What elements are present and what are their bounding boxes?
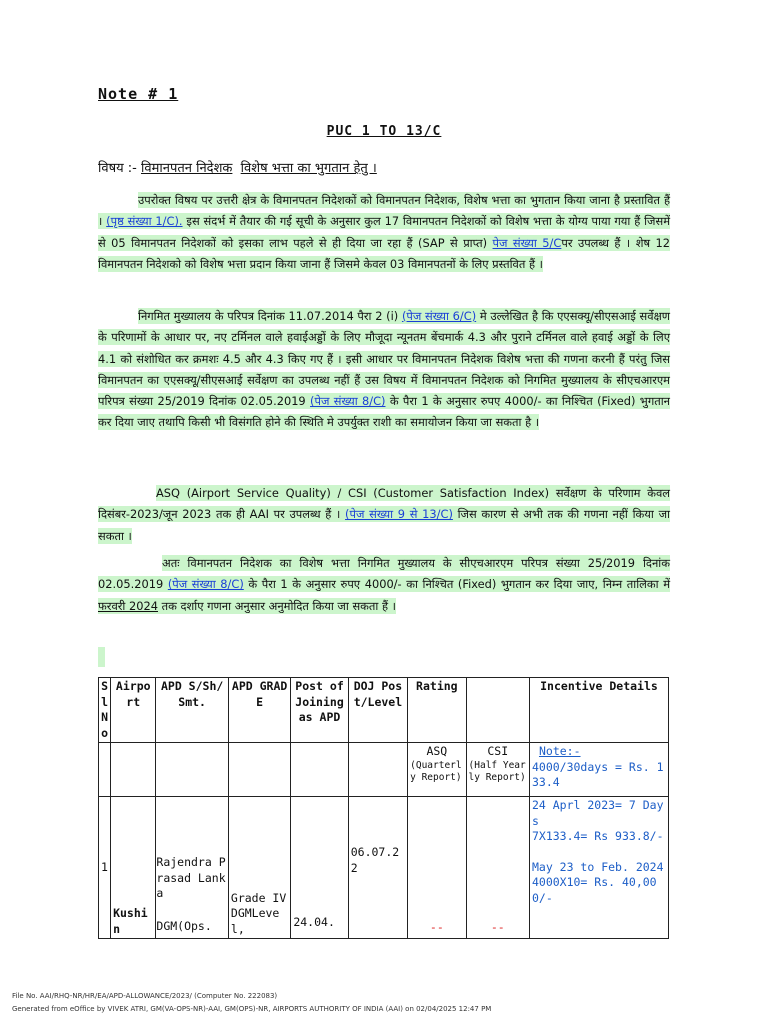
asq-label: ASQ <box>426 744 448 758</box>
para1-text-2: इस संदर्भ में तैयार की गई सूची के अनुसार कुल 17 विमानपतन निदेशकों को विशेष भत्ता के योग्य पाया गया हैं जिसमें से 05 विमानपतन निदेशकों को इसका लाभ पहले से ही दिया जा रहा हैं (SAP से प्राप्त) <box>98 214 671 250</box>
page-link-6c[interactable]: (पेज संख्या 6/C) <box>401 309 477 323</box>
col-header-slno: Sl No <box>99 678 111 743</box>
col-header-blank <box>466 678 529 743</box>
row-post: 24.04. <box>291 797 348 939</box>
page-link-8c[interactable]: (पेज संख्या 8/C) <box>310 394 386 409</box>
col-header-incentive: Incentive Details <box>529 678 668 743</box>
row-apd <box>156 797 229 939</box>
col-header-grade: APD GRADE <box>228 678 290 743</box>
table-cell <box>291 743 348 797</box>
table-header-row <box>99 678 669 743</box>
incentive-note <box>529 743 668 797</box>
col-header-doj: DOJ Post/Level <box>348 678 407 743</box>
table-cell <box>228 743 290 797</box>
note-label: Note:- <box>538 744 581 758</box>
para1-text-3: पर उपलब्ध हैं । शेष 12 विमानपतन निदेशको को विशेष भत्ता प्रदान किया जाना हैं जिसमे केवल 03 विमानपतनों के लिए प्रस्तवित हैं । <box>98 235 670 271</box>
para3-text-2: जिस कारण से अभी तक की गणना नहीं किया जा सकता । <box>98 507 670 543</box>
note-value: 4000/30days = Rs. 133.4 <box>531 759 664 789</box>
page-link-8c-2[interactable]: (पेज संख्या 8/C) <box>167 577 244 592</box>
para3-text-1: ASQ (Airport Service Quality) / CSI (Customer Satisfaction Index) सर्वेक्षण के परिणाम केवल दिसंबर-2023/जून 2023 तक ही AAI पर उपलब्ध हैं । <box>98 486 670 522</box>
para4-text-2: के पैरा 1 के अनुसार रुपए 4000/- का निश्चित (Fixed) भुगतान कर दिया जाए, निम्न तालिका में <box>243 577 671 592</box>
footer-generated-by: Generated from eOffice by VIVEK ATRI, GM(VA-OPS-NR)-AAI, GM(OPS)-NR, AIRPORTS AUTHORITY OF INDIA (AAI) on 02/04/2025 12:47 PM <box>12 1005 492 1013</box>
footer-file-number: File No. AAI/RHQ-NR/HR/EA/APD-ALLOWANCE/2023/ (Computer No. 222083) <box>12 992 278 1000</box>
paragraph-3 <box>98 483 670 547</box>
para2-text-3: के पैरा 1 के अनुसार रुपए 4000/- का निश्चित (Fixed) भुगतान कर दिया जाए तथापि किसी भी विसंगति होने की स्थिति मे उपर्युक्त राशी का समायोजन किया जा सकता है । <box>98 394 670 430</box>
page-link-1c[interactable]: (पृष्ठ संख्या 1/C). <box>106 214 183 229</box>
para2-text-2: मे उल्लेखित है कि एएसक्यू/सीएसआई सर्वेक्षण के परिणामों के आधार पर, नए टर्मिनल वाले हवाईअड्डों के लिए मौजूदा न्यूनतम बेंचमार्क 4.3 और पुराने टर्मिनल वाले हवाई अड्डों के लिए 4.1 को संशोधित कर क्रमशः 4.5 और 4.3 किए गए हैं । इसी आधार पर विमानपतन निदेशक विशेष भत्ता की गणना करनी हैं परंतु जिस विमानपतन का एएसक्यू/सीएसआई सर्वेक्षण का उपलब्ध नहीं हैं उस विषय में विमानपतन निदेशक को निगमित मुख्यालय के सीएचआरएम परिपत्र संख्या 25/2019 दिनांक 02.05.2019 <box>98 309 670 409</box>
csi-sublabel: (Half Yearly Report) <box>468 759 526 783</box>
para2-text-1: निगमित मुख्यालय के परिपत्र दिनांक 11.07.2014 पैरा 2 (i) <box>138 309 402 323</box>
subject-part-1: विमानपतन निदेशक <box>141 161 233 176</box>
col-header-rating: Rating <box>408 678 466 743</box>
csi-header <box>466 743 529 797</box>
incentive-table <box>98 677 669 939</box>
incentive-line-3: May 23 to Feb. 2024 <box>531 859 664 874</box>
paragraph-1 <box>98 190 670 275</box>
table-cell <box>156 743 229 797</box>
row-doj: 06.07.22 <box>348 797 407 939</box>
subject-prefix: विषय :- <box>98 161 141 176</box>
subject-part-2: विशेष भत्ता का भुगतान हेतु । <box>240 161 377 176</box>
para4-month: फरवरी 2024 <box>98 598 158 613</box>
incentive-line-2: 7X133.4= Rs 933.8/- <box>531 829 664 843</box>
subject-line <box>98 158 377 176</box>
row-slno: 1 <box>99 797 111 939</box>
incentive-line-4: 4000X10= Rs. 40,000/- <box>531 875 657 905</box>
note-title: Note # 1 <box>98 85 179 103</box>
table-cell <box>111 743 156 797</box>
puc-reference: PUC 1 TO 13/C <box>326 124 442 139</box>
apd-post: DGM(Ops. <box>156 918 212 933</box>
row-incentive <box>529 797 668 939</box>
col-header-airport: Airport <box>111 678 156 743</box>
asq-sublabel: (Quarterly Report) <box>410 759 462 783</box>
page-link-5c[interactable]: पेज संख्या 5/C <box>492 235 562 250</box>
highlight-strip <box>98 647 105 667</box>
paragraph-4 <box>98 553 670 617</box>
para1-text-1: उपरोक्त विषय पर उत्तरी क्षेत्र के विमानपतन निदेशकों को विमानपतन निदेशक, विशेष भत्ता का भुगतान किया जाना है प्रस्तावित हैं । <box>98 193 670 229</box>
incentive-line-1: 24 Aprl 2023= 7 Days <box>531 798 664 828</box>
csi-label: CSI <box>487 744 509 758</box>
table-cell <box>99 743 111 797</box>
para4-text-1: अतः विमानपतन निदेशक का विशेष भत्ता निगमित मुख्यालय के सीएचआरएम परिपत्र संख्या 25/2019 दिनांक 02.05.2019 <box>98 556 670 592</box>
asq-header <box>408 743 466 797</box>
table-row <box>99 797 669 939</box>
row-asq: -- <box>408 797 466 939</box>
col-header-post: Post of Joining as APD <box>291 678 348 743</box>
apd-name: Rajendra Prasad Lanka <box>156 855 226 900</box>
paragraph-2 <box>98 306 670 434</box>
table-cell <box>348 743 407 797</box>
row-airport: Kushin <box>111 797 156 939</box>
para4-text-3: तक दर्शाए गणना अनुसार अनुमोदित किया जा सकता हैं । <box>158 598 396 613</box>
col-header-apd: APD S/Sh/Smt. <box>156 678 229 743</box>
table-subheader-row <box>99 743 669 797</box>
row-csi: -- <box>466 797 529 939</box>
row-grade: Grade IV DGMLevel, <box>228 797 290 939</box>
page-link-9-13c[interactable]: (पेज संख्या 9 से 13/C) <box>345 507 453 522</box>
